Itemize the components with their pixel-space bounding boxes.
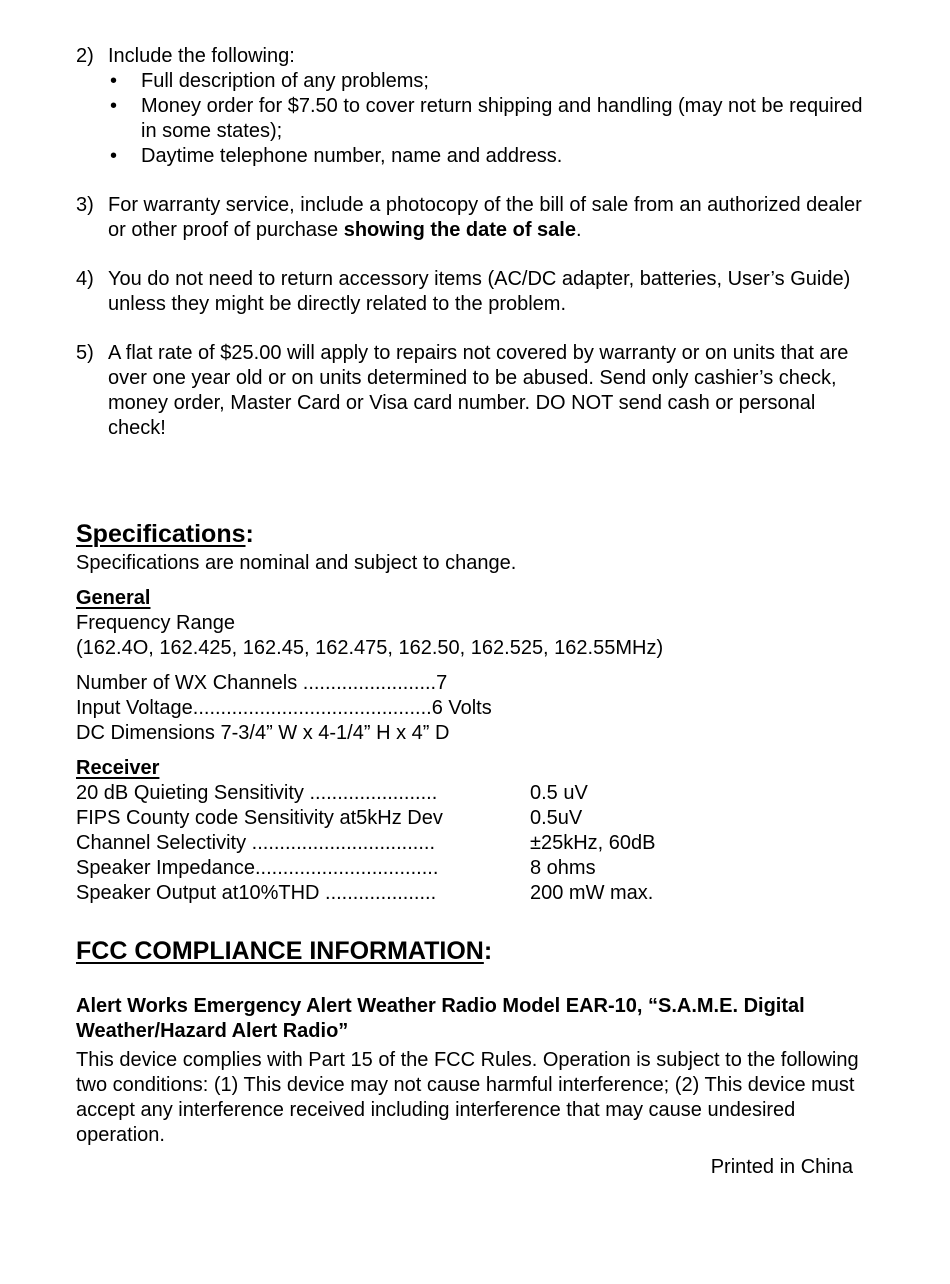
step-4 — [76, 267, 876, 317]
step-text: A flat rate of $25.00 will apply to repairs not covered by warranty or on units that are over one year old or on units determined to be abused. Send only cashier’s check, money order, Master Card or Visa card number. DO NOT send cash or personal check! — [108, 342, 849, 439]
bullet-text: Full description of any problems; — [141, 70, 429, 92]
heading-colon: : — [483, 937, 493, 965]
specifications-heading-text: Specifications — [76, 520, 246, 548]
step-5 — [76, 341, 876, 441]
step-text-plain: For warranty service, include a photocopy of the bill of sale from an authorized dealer or other proof of purchase — [108, 194, 862, 241]
spec-value: ±25kHz, 60dB — [530, 832, 656, 854]
receiver-section — [76, 756, 876, 906]
spec-row — [76, 856, 876, 881]
bullet-text: Daytime telephone number, name and address. — [141, 145, 563, 167]
bullet-item — [108, 94, 876, 144]
fcc-statement: This device complies with Part 15 of the FCC Rules. Operation is subject to the following two conditions: (1) This device may not cause harmful interference; (2) This device must accept any interference received including interference that may cause undesired operation. — [76, 1049, 859, 1146]
channels-spec: Number of WX Channels ........................7 — [76, 672, 448, 694]
step-3 — [76, 193, 876, 243]
frequency-label: Frequency Range — [76, 612, 235, 634]
heading-colon: : — [245, 520, 254, 548]
frequency-values: (162.4O, 162.425, 162.45, 162.475, 162.50, 162.525, 162.55MHz) — [76, 637, 664, 659]
specifications-note: Specifications are nominal and subject to change. — [76, 552, 517, 574]
spec-row — [76, 881, 876, 906]
spec-value: 200 mW max. — [530, 882, 654, 904]
specifications-heading — [76, 519, 876, 549]
spec-label: 20 dB Quieting Sensitivity ....................... — [76, 782, 438, 804]
spec-row — [76, 781, 876, 806]
dimensions-spec: DC Dimensions 7-3/4” W x 4-1/4” H x 4” D — [76, 722, 450, 744]
step-text — [108, 193, 876, 243]
bullet-text: Money order for $7.50 to cover return shipping and handling (may not be required in some states); — [141, 95, 863, 142]
fcc-heading — [76, 936, 876, 966]
fcc-heading-text: FCC COMPLIANCE INFORMATION — [76, 937, 484, 965]
general-section — [76, 586, 876, 746]
spec-label: Channel Selectivity ................................. — [76, 832, 436, 854]
bullet-icon: • — [110, 95, 118, 117]
step-number: 2) — [76, 45, 94, 67]
bullet-icon: • — [110, 145, 118, 167]
bullet-item — [108, 144, 876, 169]
step-2 — [76, 44, 876, 169]
step-number: 4) — [76, 268, 94, 290]
spec-label: FIPS County code Sensitivity at5kHz Dev — [76, 807, 443, 829]
spec-label: Speaker Output at10%THD .................... — [76, 882, 437, 904]
general-title: General — [76, 587, 151, 609]
fcc-model-title: Alert Works Emergency Alert Weather Radio Model EAR-10, “S.A.M.E. Digital Weather/Hazard Alert Radio” — [76, 995, 805, 1042]
step-text: You do not need to return accessory items (AC/DC adapter, batteries, User’s Guide) unless they might be directly related to the problem. — [108, 268, 851, 315]
bullet-item — [108, 69, 876, 94]
bullet-icon: • — [110, 70, 118, 92]
spec-value: 0.5 uV — [530, 782, 588, 804]
receiver-title: Receiver — [76, 757, 160, 779]
step-number: 5) — [76, 342, 94, 364]
document-page — [76, 44, 876, 1180]
voltage-spec: Input Voltage...........................................6 Volts — [76, 697, 492, 719]
spec-row — [76, 831, 876, 856]
step-text-end: . — [575, 219, 582, 241]
spec-row — [76, 806, 876, 831]
printed-in-label: Printed in China — [710, 1156, 853, 1178]
step-number: 3) — [76, 194, 94, 216]
step-text: Include the following: — [108, 45, 295, 67]
spec-value: 8 ohms — [530, 857, 596, 879]
spec-value: 0.5uV — [530, 807, 583, 829]
step-text-bold: showing the date of sale — [343, 219, 576, 241]
spec-label: Speaker Impedance................................. — [76, 857, 439, 879]
